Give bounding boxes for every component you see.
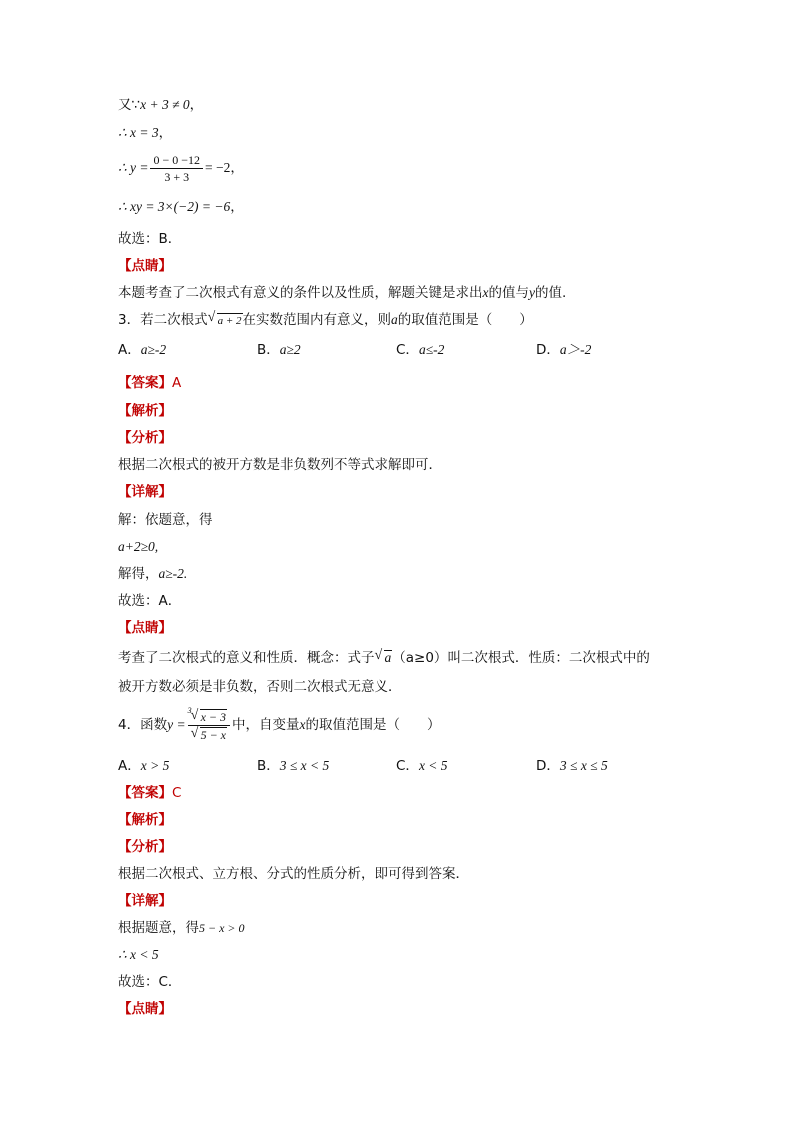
q3-c1-pre: 考查了二次根式的意义和性质．概念：式子 (118, 650, 375, 666)
q2-l4-math: ∴ xy = 3×(−2) = −6 (118, 199, 231, 214)
q2-comment-post: 的值. (535, 285, 567, 301)
q4-cube-root (187, 705, 227, 724)
q4-option-a-math: x > 5 (140, 758, 170, 773)
q4-num-radicand: x − 3 (200, 709, 227, 724)
q4-s1-pre: 根据题意，得 (118, 920, 199, 936)
radical-sign-icon: √ (190, 725, 199, 741)
q3-option-c-math: a≤-2 (418, 342, 445, 357)
q2-line-x (118, 124, 172, 142)
q3-solution-3 (118, 565, 187, 583)
q4-den-radicand: 5 − x (200, 727, 227, 742)
q3-option-b (257, 341, 301, 359)
q3-solution-1: 解：依题意，得 (118, 512, 213, 528)
q2-comment-pre: 本题考查了二次根式有意义的条件以及性质，解题关键是求出 (118, 285, 483, 301)
q4-stem-x: x (299, 717, 306, 732)
q2-choice: 故选：B． (118, 231, 182, 247)
q4-answer-tag: 【答案】 (118, 785, 172, 801)
q3-stem-post: 的取值范围是（ ） (397, 312, 533, 328)
q4-s1-math: 5 − x > 0 (199, 921, 245, 935)
q3-stem-sqrt (208, 311, 243, 329)
q2-comment-x: x (482, 285, 489, 300)
q4-option-c (396, 757, 448, 775)
q4-solution-2: ∴ x < 5 (118, 947, 159, 962)
q2-l3-lhs: ∴ y = (118, 160, 149, 175)
q4-choice: 故选：C． (118, 974, 182, 990)
q4-option-b (257, 757, 329, 775)
q2-l4-post: ， (230, 199, 244, 215)
q4-answer-value: C (172, 785, 182, 801)
q4-answer (118, 784, 181, 802)
q4-tag-jiexi: 【解析】 (118, 812, 172, 828)
q2-l2-post: ， (158, 125, 173, 141)
q4-option-b-label: B． (257, 758, 280, 774)
q4-square-root (191, 727, 227, 742)
q3-c1-paren: （a≥0） (392, 650, 448, 666)
q3-analysis: 根据二次根式的被开方数是非负数列不等式求解即可． (118, 457, 442, 473)
q4-option-b-math: 3 ≤ x < 5 (279, 758, 330, 773)
radical-sign-icon: √ (207, 310, 216, 325)
q2-l2-math: ∴ x = 3 (118, 125, 159, 140)
q3-solution-2: a+2≥0, (118, 539, 159, 554)
radical-sign-icon: √ (190, 707, 199, 723)
q4-stem-y: y = (167, 717, 186, 732)
q3-tag-jiexi: 【解析】 (118, 403, 172, 419)
q4-stem-post: 的取值范围是（ ） (305, 717, 441, 733)
q3-comment-line-1 (118, 649, 650, 667)
q2-l3-numerator: 0 − 0 −12 (150, 153, 203, 169)
q4-option-d (536, 757, 608, 775)
q2-line-y (118, 150, 244, 186)
q4-denominator (188, 726, 230, 742)
q3-s3-pre: 解得， (118, 566, 159, 582)
q3-tag-fenxi: 【分析】 (118, 430, 172, 446)
q4-tag-xiangjie: 【详解】 (118, 893, 172, 909)
q3-option-d (536, 341, 591, 359)
q2-tag-dianjing: 【点睛】 (118, 258, 172, 274)
q3-stem-var: a (391, 312, 398, 327)
q2-l3-denominator: 3 + 3 (164, 169, 190, 184)
q2-comment-mid: 的值与 (488, 285, 529, 301)
q4-option-c-label: C． (396, 758, 419, 774)
q3-c1-sqrt (375, 649, 393, 667)
q3-stem (118, 311, 533, 329)
q3-answer (118, 374, 181, 392)
q3-c1-radicand: a (384, 650, 392, 665)
q4-stem-pre: 4．函数 (118, 717, 168, 733)
q4-solution-1 (118, 919, 245, 937)
q3-option-c-label: C． (396, 342, 419, 358)
q3-choice: 故选：A． (118, 593, 182, 609)
q2-comment (118, 284, 566, 302)
q4-tag-fenxi: 【分析】 (118, 839, 172, 855)
q4-stem (118, 705, 441, 745)
q4-tag-dianjing: 【点睛】 (118, 1001, 172, 1017)
q4-option-d-label: D． (536, 758, 560, 774)
q2-l3-fraction (150, 153, 203, 184)
q3-answer-tag: 【答案】 (118, 375, 172, 391)
q4-option-a (118, 757, 169, 775)
q4-numerator (187, 705, 230, 726)
q3-c1-post: 叫二次根式．性质：二次根式中的 (447, 650, 650, 666)
q3-option-a-math: a≥-2 (140, 342, 167, 357)
q2-line-condition (118, 96, 203, 114)
q3-tag-dianjing: 【点睛】 (118, 620, 172, 636)
q3-option-d-math: a＞-2 (559, 342, 592, 357)
q2-line-xy (118, 198, 244, 216)
q4-root-index: 3 (187, 705, 192, 715)
q2-l3-post: ， (230, 160, 244, 176)
q4-option-a-label: A． (118, 758, 141, 774)
q3-option-c (396, 341, 444, 359)
q4-stem-mid: 中，自变量 (232, 717, 300, 733)
q2-l1-post: ， (189, 97, 204, 113)
q4-option-c-math: x < 5 (418, 758, 448, 773)
q3-stem-radicand: a + 2 (217, 315, 242, 327)
q3-stem-pre: 3．若二次根式 (118, 312, 208, 328)
q4-option-d-math: 3 ≤ x ≤ 5 (559, 758, 608, 773)
q4-analysis: 根据二次根式、立方根、分式的性质分析，即可得到答案． (118, 866, 469, 882)
q2-l3-rhs: = −2 (205, 160, 231, 175)
q3-option-b-math: a≥2 (279, 342, 301, 357)
q2-l1-math: x + 3 ≠ 0 (140, 97, 190, 112)
q3-tag-xiangjie: 【详解】 (118, 484, 172, 500)
q3-option-b-label: B． (257, 342, 280, 358)
q2-comment-y: y (529, 285, 535, 300)
q3-comment-line-2: 被开方数必须是非负数，否则二次根式无意义． (118, 679, 402, 695)
q2-l1-pre: 又∵ (118, 97, 141, 113)
q3-answer-value: A (172, 375, 182, 391)
q3-s3-math: a≥-2. (158, 566, 188, 581)
q4-fraction (187, 705, 230, 742)
q3-option-d-label: D． (536, 342, 560, 358)
radical-sign-icon: √ (374, 648, 383, 663)
q3-option-a (118, 341, 166, 359)
q3-stem-mid: 在实数范围内有意义，则 (242, 312, 392, 328)
q3-option-a-label: A． (118, 342, 141, 358)
